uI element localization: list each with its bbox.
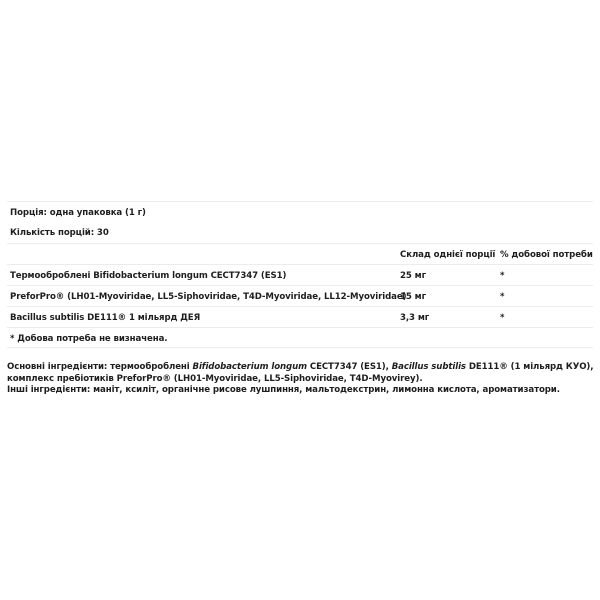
main-label: Основні інгредієнти: термооброблені [7, 362, 193, 372]
species-name: Bacillus subtilis [391, 362, 466, 372]
species-name: Bifidobacterium longum [192, 362, 307, 372]
main-ingredients-cont: комплекс пребіотиків PreforPro® (LH01-Myoviridae, LL5-Siphoviridae, T4D-Myovirey). [7, 373, 423, 384]
table-row [7, 306, 593, 327]
serving-size: Порція: одна упаковка (1 г) [10, 208, 146, 218]
supplement-facts-table [7, 201, 593, 348]
ingredient-name: Термооброблені Bifidobacterium longum CECT7347 (ES1) [10, 271, 287, 281]
table-row [7, 285, 593, 306]
main-text: DE111® (1 мільярд КУО), [465, 362, 594, 372]
table-row [7, 264, 593, 285]
ingredient-name: PreforPro® (LH01-Myoviridae, LL5-Siphoviridae, T4D-Myoviridae, LL12-Myoviridae) [10, 292, 407, 302]
ingredient-dv: * [500, 292, 505, 302]
table-header [7, 243, 593, 264]
other-ingredients: Інші інгредієнти: маніт, ксиліт, органічне рисове лушпиння, мальтодекстрин, лимонна кислота, ароматизатори. [7, 385, 560, 395]
ingredients-text [7, 362, 597, 397]
main-ingredients [7, 362, 597, 374]
header-daily-value: % добової потреби [500, 250, 593, 260]
footnote-row [7, 327, 593, 348]
ingredient-amount: 3,3 мг [400, 313, 430, 323]
ingredient-amount: 25 мг [400, 271, 426, 281]
header-amount: Склад однієї порції [400, 250, 496, 260]
main-text: CECT7347 (ES1), [306, 362, 392, 372]
ingredient-name: Bacillus subtilis DE111® 1 мільярд ДЕЯ [10, 313, 201, 323]
servings-count-row [7, 222, 593, 243]
ingredient-dv: * [500, 271, 505, 281]
servings-count: Кількість порцій: 30 [10, 228, 109, 238]
ingredient-dv: * [500, 313, 505, 323]
ingredient-amount: 15 мг [400, 292, 426, 302]
serving-size-row [7, 201, 593, 222]
footnote: * Добова потреба не визначена. [10, 334, 168, 344]
